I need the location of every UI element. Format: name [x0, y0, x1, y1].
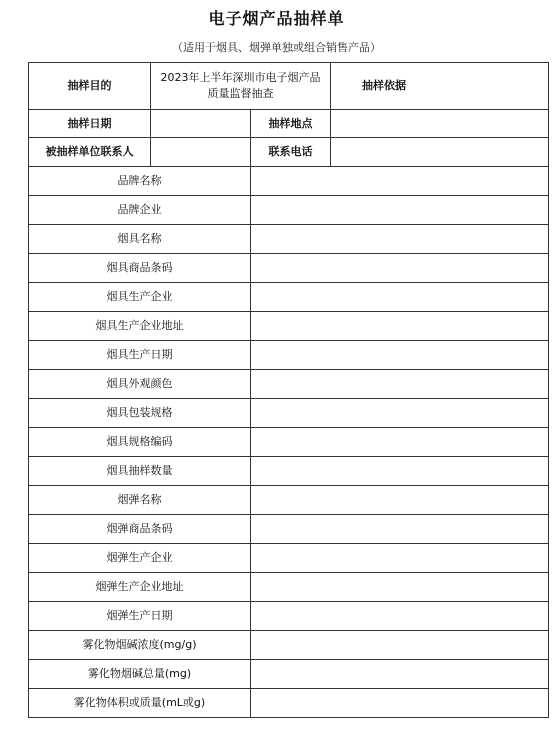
item-value[interactable]	[251, 689, 549, 718]
basis-cell	[331, 63, 549, 110]
purpose-label: 抽样目的	[29, 63, 151, 110]
item-label: 雾化物体积或质量(mL或g)	[29, 689, 251, 718]
table-row	[29, 457, 549, 486]
item-value[interactable]	[251, 457, 549, 486]
item-label: 烟具包装规格	[29, 399, 251, 428]
item-label: 雾化物烟碱总量(mg)	[29, 660, 251, 689]
item-value[interactable]	[251, 254, 549, 283]
table-row	[29, 283, 549, 312]
table-row	[29, 312, 549, 341]
basis-label: 抽样依据	[362, 79, 406, 92]
table-row	[29, 399, 549, 428]
item-label: 烟弹生产企业	[29, 544, 251, 573]
item-label: 雾化物烟碱浓度(mg/g)	[29, 631, 251, 660]
table-row	[29, 631, 549, 660]
item-value[interactable]	[251, 660, 549, 689]
table-row	[29, 486, 549, 515]
item-value[interactable]	[251, 428, 549, 457]
item-label: 烟具名称	[29, 225, 251, 254]
date-value[interactable]	[151, 110, 251, 138]
table-row	[29, 602, 549, 631]
purpose-row	[29, 63, 549, 110]
item-label: 烟具外观颜色	[29, 370, 251, 399]
location-label: 抽样地点	[251, 110, 331, 138]
item-label: 烟具生产日期	[29, 341, 251, 370]
item-value[interactable]	[251, 515, 549, 544]
form-title: 电子烟产品抽样单	[208, 9, 345, 28]
item-value[interactable]	[251, 573, 549, 602]
table-row	[29, 573, 549, 602]
item-value[interactable]	[251, 399, 549, 428]
date-row	[29, 110, 549, 138]
purpose-value-line-1: 2023年上半年深圳市电子烟产品	[160, 71, 321, 84]
table-row	[29, 167, 549, 196]
item-label: 品牌名称	[29, 167, 251, 196]
table-row	[29, 196, 549, 225]
table-row	[29, 515, 549, 544]
item-label: 品牌企业	[29, 196, 251, 225]
contact-row	[29, 138, 549, 167]
form-subtitle: （适用于烟具、烟弹单独或组合销售产品）	[172, 41, 381, 54]
item-label: 烟弹生产企业地址	[29, 573, 251, 602]
phone-value[interactable]	[331, 138, 549, 167]
item-value[interactable]	[251, 370, 549, 399]
location-value[interactable]	[331, 110, 549, 138]
item-value[interactable]	[251, 486, 549, 515]
item-value[interactable]	[251, 312, 549, 341]
item-value[interactable]	[251, 167, 549, 196]
date-label: 抽样日期	[29, 110, 151, 138]
item-label: 烟具生产企业	[29, 283, 251, 312]
item-value[interactable]	[251, 283, 549, 312]
purpose-value-line-2: 质量监督抽查	[207, 87, 274, 100]
item-label: 烟弹商品条码	[29, 515, 251, 544]
table-row	[29, 428, 549, 457]
item-label: 烟具规格编码	[29, 428, 251, 457]
table-row	[29, 225, 549, 254]
item-value[interactable]	[251, 225, 549, 254]
table-row	[29, 370, 549, 399]
table-row	[29, 689, 549, 718]
item-label: 烟具商品条码	[29, 254, 251, 283]
contact-value[interactable]	[151, 138, 251, 167]
item-value[interactable]	[251, 196, 549, 225]
item-label: 烟弹生产日期	[29, 602, 251, 631]
table-row	[29, 341, 549, 370]
item-value[interactable]	[251, 341, 549, 370]
table-row	[29, 660, 549, 689]
item-value[interactable]	[251, 602, 549, 631]
purpose-value[interactable]	[151, 63, 331, 110]
item-label: 烟弹名称	[29, 486, 251, 515]
item-value[interactable]	[251, 631, 549, 660]
sampling-form-table	[28, 62, 549, 718]
phone-label: 联系电话	[251, 138, 331, 167]
item-label: 烟具生产企业地址	[29, 312, 251, 341]
contact-label: 被抽样单位联系人	[29, 138, 151, 167]
table-row	[29, 254, 549, 283]
item-value[interactable]	[251, 544, 549, 573]
item-label: 烟具抽样数量	[29, 457, 251, 486]
table-row	[29, 544, 549, 573]
